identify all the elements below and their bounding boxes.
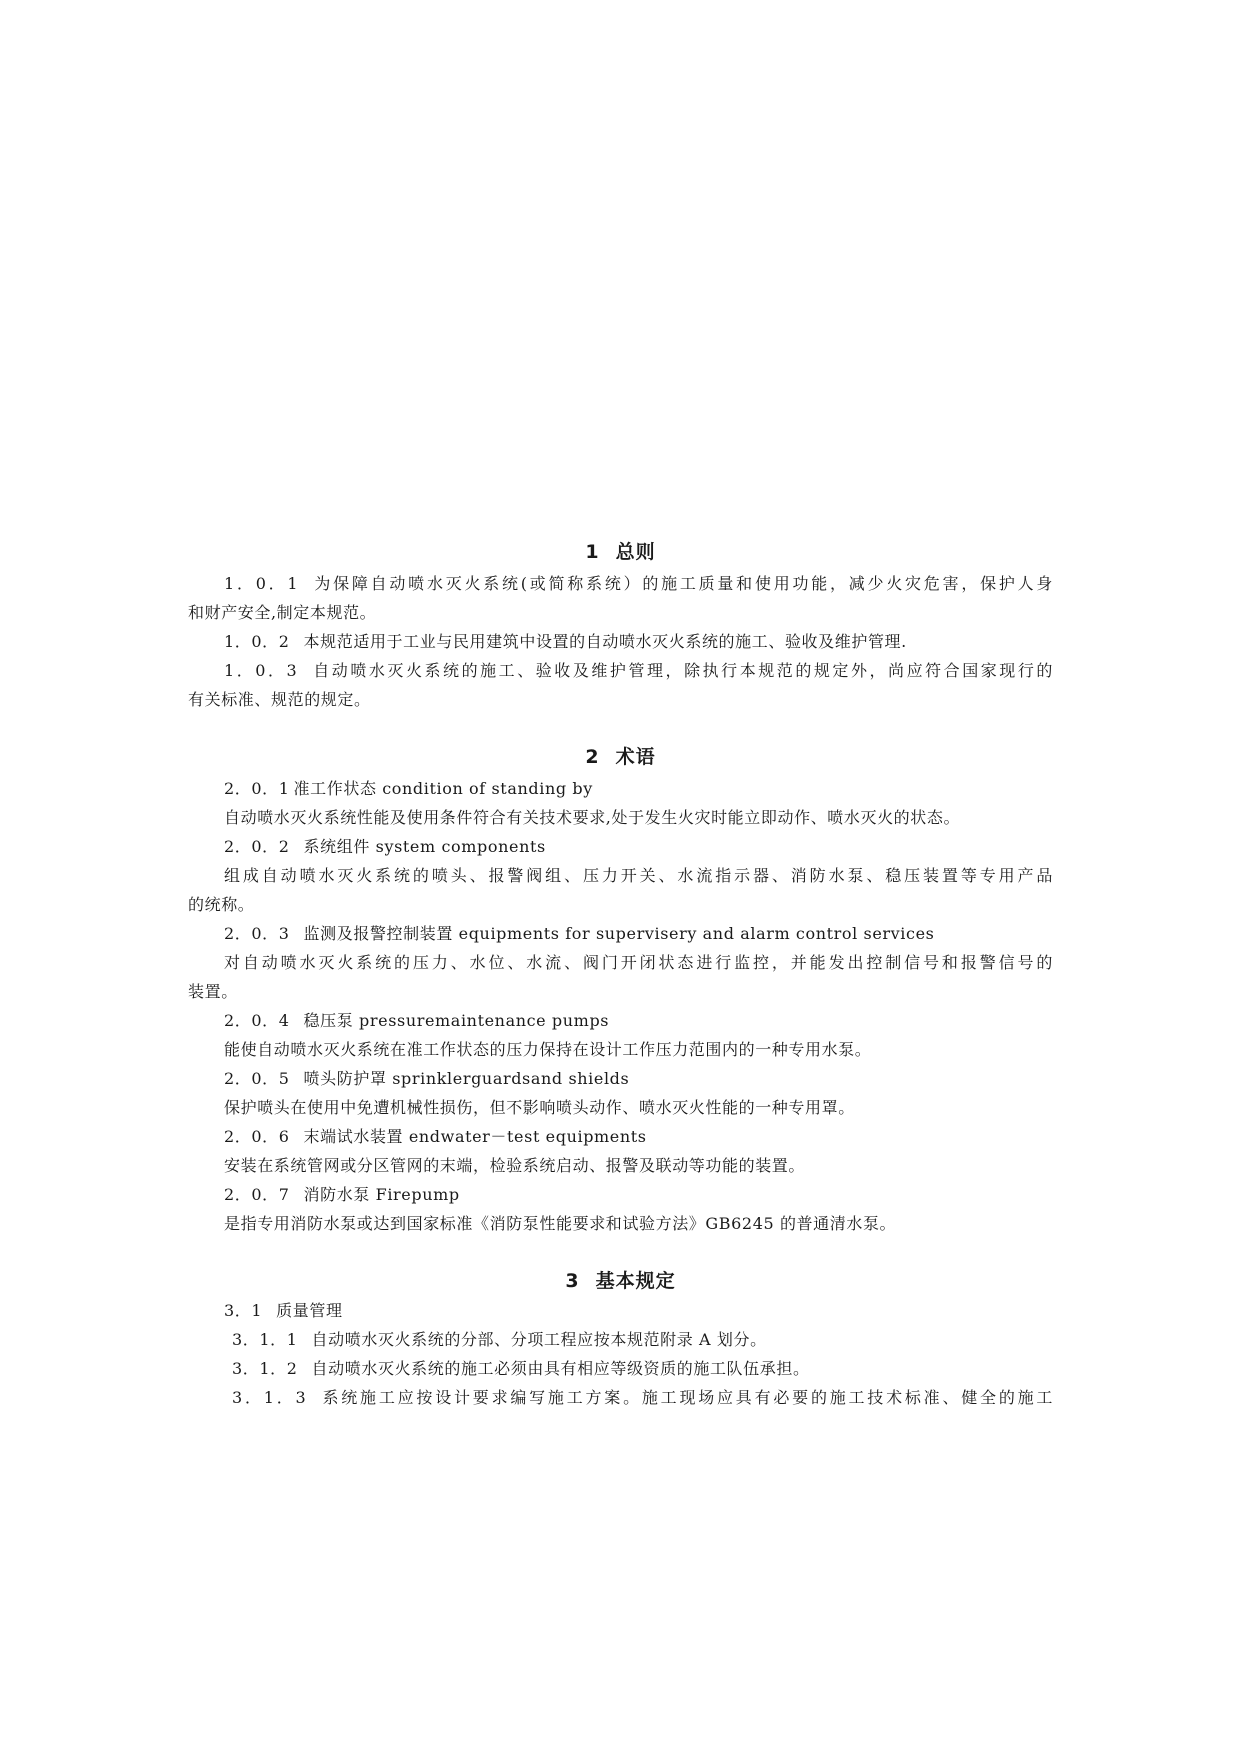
definition-text: 的统称。 bbox=[188, 895, 255, 914]
definition-text: 装置。 bbox=[188, 982, 238, 1001]
section-number: 2 bbox=[585, 746, 600, 768]
term-line bbox=[224, 919, 1053, 949]
clause-number: 2．0．2 bbox=[224, 837, 290, 856]
definition-line bbox=[224, 1151, 1053, 1181]
clause-line bbox=[232, 1383, 1053, 1413]
continuation-line bbox=[188, 598, 1053, 628]
term-text: 稳压泵 pressuremaintenance pumps bbox=[303, 1011, 610, 1030]
term-line bbox=[224, 774, 1053, 804]
definition-text: 组成自动喷水灭火系统的喷头、报警阀组、压力开关、水流指示器、消防水泵、稳压装置等专用产品 bbox=[224, 866, 1053, 885]
definition-text: 能使自动喷水灭火系统在准工作状态的压力保持在设计工作压力范围内的一种专用水泵。 bbox=[224, 1040, 872, 1059]
clause-number: 2．0．4 bbox=[224, 1011, 290, 1030]
term-text: 监测及报警控制装置 equipments for supervisery and alarm control services bbox=[303, 924, 935, 943]
clause-line bbox=[224, 569, 1053, 599]
definition-text: 自动喷水灭火系统性能及使用条件符合有关技术要求,处于发生火灾时能立即动作、喷水灭火的状态。 bbox=[224, 808, 961, 827]
clause-number: 2．0．1 bbox=[224, 779, 290, 798]
term-text: 准工作状态 condition of standing by bbox=[293, 779, 593, 798]
clause-number: 1．0．1 bbox=[224, 574, 299, 593]
definition-text: 安装在系统管网或分区管网的末端，检验系统启动、报警及联动等功能的装置。 bbox=[224, 1156, 806, 1175]
clause-text: 为保障自动喷水灭火系统(或简称系统）的施工质量和使用功能，减少火灾危害，保护人身 bbox=[312, 574, 1053, 593]
term-line bbox=[224, 1180, 1053, 1210]
section-number: 3 bbox=[565, 1270, 580, 1292]
definition-line bbox=[224, 1209, 1053, 1239]
section-title: 总则 bbox=[615, 541, 656, 563]
subsection-title: 质量管理 bbox=[276, 1301, 343, 1320]
term-line bbox=[224, 1006, 1053, 1036]
section-title: 术语 bbox=[615, 746, 656, 768]
term-text: 消防水泵 Firepump bbox=[303, 1185, 460, 1204]
clause-number: 2．0．6 bbox=[224, 1127, 290, 1146]
definition-line bbox=[224, 1093, 1053, 1123]
continuation-line bbox=[188, 685, 1053, 715]
clause-text: 自动喷水灭火系统的施工必须由具有相应等级资质的施工队伍承担。 bbox=[311, 1359, 810, 1378]
definition-text: 对自动喷水灭火系统的压力、水位、水流、阀门开闭状态进行监控，并能发出控制信号和报警信号的 bbox=[224, 953, 1053, 972]
clause-line bbox=[232, 1325, 1053, 1355]
clause-number: 3．1．2 bbox=[232, 1359, 298, 1378]
subsection-line bbox=[224, 1296, 1053, 1326]
term-line bbox=[224, 1122, 1053, 1152]
clause-text: 本规范适用于工业与民用建筑中设置的自动喷水灭火系统的施工、验收及维护管理. bbox=[303, 632, 907, 651]
clause-text: 和财产安全,制定本规范。 bbox=[188, 603, 377, 622]
term-line bbox=[224, 832, 1053, 862]
clause-number: 3．1．1 bbox=[232, 1330, 298, 1349]
clause-number: 2．0．7 bbox=[224, 1185, 290, 1204]
definition-line bbox=[224, 803, 1053, 833]
definition-line bbox=[224, 1035, 1053, 1065]
term-text: 系统组件 system components bbox=[303, 837, 546, 856]
section-title: 基本规定 bbox=[595, 1270, 676, 1292]
clause-line bbox=[232, 1354, 1053, 1384]
continuation-line bbox=[188, 890, 1053, 920]
clause-text: 自动喷水灭火系统的施工、验收及维护管理，除执行本规范的规定外，尚应符合国家现行的 bbox=[311, 661, 1053, 680]
clause-line bbox=[224, 627, 1053, 657]
term-line bbox=[224, 1064, 1053, 1094]
term-text: 喷头防护罩 sprinklerguardsand shields bbox=[303, 1069, 630, 1088]
definition-text: 保护喷头在使用中免遭机械性损伤，但不影响喷头动作、喷水灭火性能的一种专用罩。 bbox=[224, 1098, 855, 1117]
clause-text: 自动喷水灭火系统的分部、分项工程应按本规范附录 A 划分。 bbox=[311, 1330, 767, 1349]
clause-text: 系统施工应按设计要求编写施工方案。施工现场应具有必要的施工技术标准、健全的施工 bbox=[320, 1388, 1053, 1407]
clause-line bbox=[224, 656, 1053, 686]
clause-text: 有关标准、规范的规定。 bbox=[188, 690, 371, 709]
term-text: 末端试水装置 endwater－test equipments bbox=[303, 1127, 647, 1146]
continuation-line bbox=[188, 977, 1053, 1007]
section-heading-2 bbox=[188, 745, 1053, 769]
section-number: 1 bbox=[585, 541, 600, 563]
definition-line bbox=[224, 861, 1053, 891]
clause-number: 2．0．3 bbox=[224, 924, 290, 943]
definition-line bbox=[224, 948, 1053, 978]
clause-number: 3．1．3 bbox=[232, 1388, 307, 1407]
section-heading-3 bbox=[188, 1269, 1053, 1293]
definition-text: 是指专用消防水泵或达到国家标准《消防泵性能要求和试验方法》GB6245 的普通清水泵。 bbox=[224, 1214, 897, 1233]
clause-number: 1．0．3 bbox=[224, 661, 298, 680]
clause-number: 1．0．2 bbox=[224, 632, 290, 651]
clause-number: 2．0．5 bbox=[224, 1069, 290, 1088]
section-heading-1 bbox=[188, 540, 1053, 564]
clause-number: 3．1 bbox=[224, 1301, 263, 1320]
